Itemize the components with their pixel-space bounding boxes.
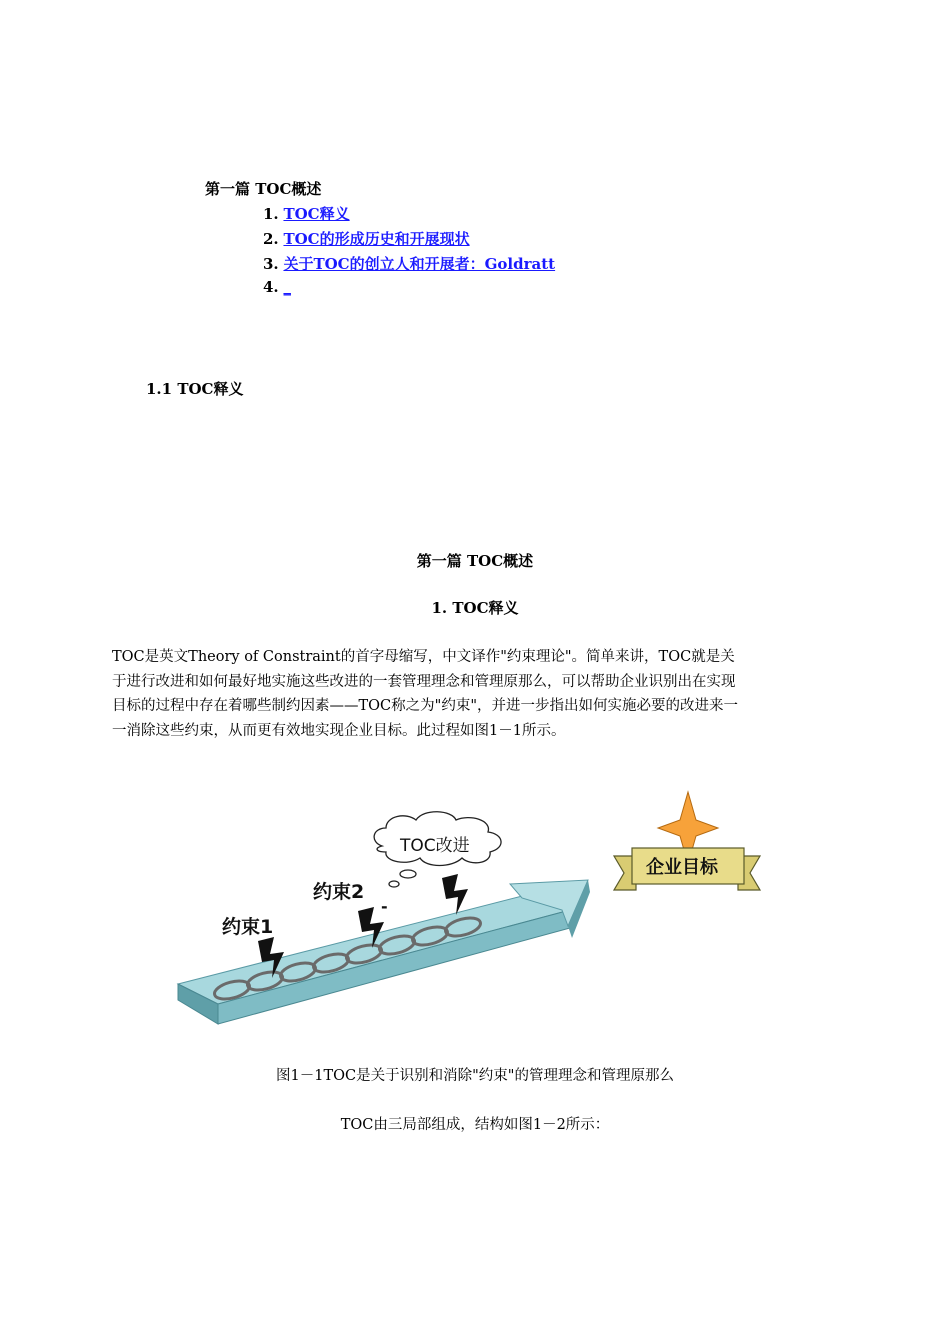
lightning-bolt-3 <box>442 874 468 915</box>
toc-item-number: 1. <box>263 205 279 223</box>
banner-text: 企业目标 <box>646 857 718 878</box>
toc-item-number: 3. <box>263 255 279 273</box>
toc-title: 第一篇 TOC概述 <box>205 180 322 198</box>
chapter-subtitle: 1. TOC释义 <box>431 599 519 617</box>
toc-item-3[interactable] <box>263 253 555 274</box>
toc-item-2[interactable] <box>263 228 470 249</box>
toc-item-number: 4. <box>263 278 279 296</box>
toc-item-1[interactable] <box>263 203 350 224</box>
arrow-bar-top <box>178 894 570 1004</box>
toc-link-2[interactable]: TOC的形成历史和开展现状 <box>283 230 470 248</box>
toc-item-number: 2. <box>263 230 279 248</box>
toc-link-3[interactable]: 关于TOC的创立人和开展者：Goldratt <box>283 255 556 273</box>
paragraph-line: 目标的过程中存在着哪些制约因素——TOC称之为"约束"，并进一步指出如何实施必要的改进来一 <box>112 698 738 714</box>
dash-mark: - <box>381 897 388 916</box>
paragraph-line: TOC是英文Theory of Constraint的首字母缩写，中文译作"约束理论"。简单来讲，TOC就是关 <box>112 649 735 665</box>
toc-item-4[interactable] <box>263 278 291 296</box>
toc-figure <box>170 786 790 1036</box>
intro-paragraph <box>112 645 840 743</box>
toc-link-4[interactable]: _ <box>283 278 291 296</box>
constraint-label-1: 约束1 <box>222 916 274 938</box>
structure-text: TOC由三局部组成，结构如图1－2所示： <box>340 1117 610 1133</box>
cloud-text: TOC改进 <box>400 836 470 856</box>
paragraph-line: 于进行改进和如何最好地实施这些改进的一套管理理念和管理原那么，可以帮助企业识别出在实现 <box>112 673 736 690</box>
paragraph-line: 一消除这些约束，从而更有效地实现企业目标。此过程如图1－1所示。 <box>112 722 566 739</box>
chapter-title: 第一篇 TOC概述 <box>416 552 534 570</box>
figure-caption: 图1－1TOC是关于识别和消除"约束"的管理理念和管理原那么 <box>276 1068 674 1084</box>
section-heading-1-1: 1.1 TOC释义 <box>146 380 244 398</box>
toc-link-1[interactable]: TOC释义 <box>283 205 350 223</box>
constraint-label-2: 约束2 <box>313 881 365 903</box>
